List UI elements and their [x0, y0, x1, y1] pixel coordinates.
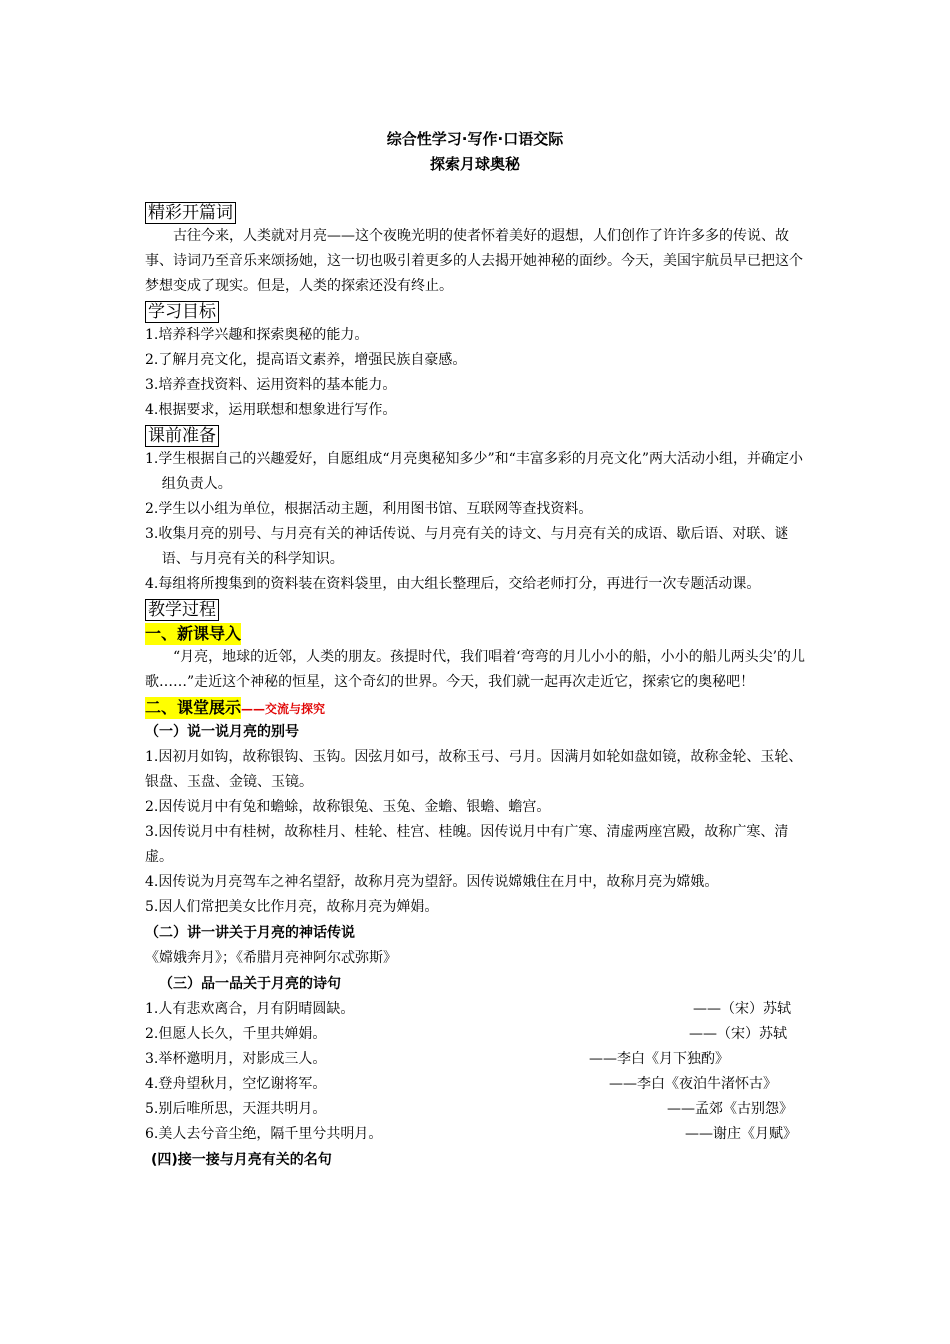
alias-item: 5.因人们常把美女比作月亮，故称月亮为婵娟。: [145, 899, 439, 915]
poem-line: 5.别后唯所思，天涯共明月。: [145, 1101, 327, 1117]
poem-source: ——李白《月下独酌》: [589, 1051, 729, 1067]
part1-paragraph: “月亮，地球的近邻，人类的朋友。孩提时代，我们唱着‘弯弯的月儿小小的船，小小的船儿两头尖’的儿歌……”走近这个神秘的恒星，这个奇幻的世界。今天，我们就一起再次走近它，探索它的奥秘吧！: [145, 649, 806, 690]
poem-line: 2.但愿人长久，千里共婵娟。: [145, 1026, 327, 1042]
sub1-heading: （一）说一说月亮的别号: [145, 724, 299, 740]
poem-row: [145, 997, 815, 1022]
part1-heading: 一、新课导入: [145, 624, 242, 643]
sub4-heading: (四)接一接与月亮有关的名句: [151, 1152, 332, 1168]
goal-item: 1.培养科学兴趣和探索奥秘的能力。: [145, 327, 369, 343]
alias-item: 1.因初月如钩，故称银钩、玉钩。因弦月如弓，故称玉弓、弓月。因满月如轮如盘如镜，故称金轮、玉轮、银盘、玉盘、金镜、玉镜。: [145, 749, 803, 790]
sub3-heading: （三）品一品关于月亮的诗句: [159, 976, 341, 992]
alias-item: 3.因传说月中有桂树，故称桂月、桂轮、桂宫、桂魄。因传说月中有广寒、清虚两座宫殿，故称广寒、清虚。: [145, 824, 789, 865]
prep-item: 3.收集月亮的别号、与月亮有关的神话传说、与月亮有关的诗文、与月亮有关的成语、歇后语、对联、谜语、与月亮有关的科学知识。: [145, 526, 789, 567]
document-subtitle: 探索月球奥秘: [429, 155, 520, 173]
prep-item: 1.学生根据自己的兴趣爱好，自愿组成“月亮奥秘知多少”和“丰富多彩的月亮文化”两大活动小组，并确定小组负责人。: [145, 451, 803, 492]
section-heading-goals: 学习目标: [145, 301, 219, 323]
poem-source: ——（宋）苏轼: [689, 1026, 787, 1042]
document-body: [145, 200, 815, 1173]
poem-source: ——孟郊《古别怨》: [667, 1101, 793, 1117]
poem-row: [145, 1097, 815, 1122]
goal-item: 2.了解月亮文化，提高语文素养，增强民族自豪感。: [145, 352, 467, 368]
alias-item: 4.因传说为月亮驾车之神名望舒，故称月亮为望舒。因传说嫦娥住在月中，故称月亮为嫦娥。: [145, 874, 719, 890]
poem-line: 1.人有悲欢离合，月有阴晴圆缺。: [145, 1001, 355, 1017]
section-heading-process: 教学过程: [145, 599, 219, 621]
poem-row: [145, 1122, 815, 1147]
part2-note: ——交流与探究: [241, 702, 326, 716]
poem-line: 4.登舟望秋月，空忆谢将军。: [145, 1076, 327, 1092]
goal-item: 4.根据要求，运用联想和想象进行写作。: [145, 402, 397, 418]
prep-item: 2.学生以小组为单位，根据活动主题，利用图书馆、互联网等查找资料。: [145, 501, 593, 517]
poem-source: ——（宋）苏轼: [693, 1001, 791, 1017]
section-heading-opening: 精彩开篇词: [145, 202, 236, 224]
alias-item: 2.因传说月中有兔和蟾蜍，故称银兔、玉兔、金蟾、银蟾、蟾宫。: [145, 799, 551, 815]
prep-item: 4.每组将所搜集到的资料装在资料袋里，由大组长整理后，交给老师打分，再进行一次专题活动课。: [145, 576, 761, 592]
document-title: 综合性学习·写作·口语交际: [386, 130, 564, 148]
poem-source: ——李白《夜泊牛渚怀古》: [609, 1076, 777, 1092]
sub2-heading: （二）讲一讲关于月亮的神话传说: [145, 925, 355, 941]
goal-item: 3.培养查找资料、运用资料的基本能力。: [145, 377, 397, 393]
poem-line: 6.美人去兮音尘绝，隔千里兮共明月。: [145, 1126, 383, 1142]
poem-row: [145, 1022, 815, 1047]
section-heading-prep: 课前准备: [145, 425, 219, 447]
poem-row: [145, 1047, 815, 1072]
poem-source: ——谢庄《月赋》: [685, 1126, 797, 1142]
part2-heading: 二、课堂展示: [145, 698, 242, 717]
opening-paragraph: 古往今来，人类就对月亮——这个夜晚光明的使者怀着美好的遐想，人们创作了许许多多的传说、故事、诗词乃至音乐来颂扬她，这一切也吸引着更多的人去揭开她神秘的面纱。今天，美国宇航员早已把这个梦想变成了现实。但是，人类的探索还没有终止。: [145, 228, 803, 294]
poem-line: 3.举杯邀明月，对影成三人。: [145, 1051, 327, 1067]
myth-titles: 《嫦娥奔月》；《希腊月亮神阿尔忒弥斯》: [145, 950, 397, 966]
poem-row: [145, 1072, 815, 1097]
